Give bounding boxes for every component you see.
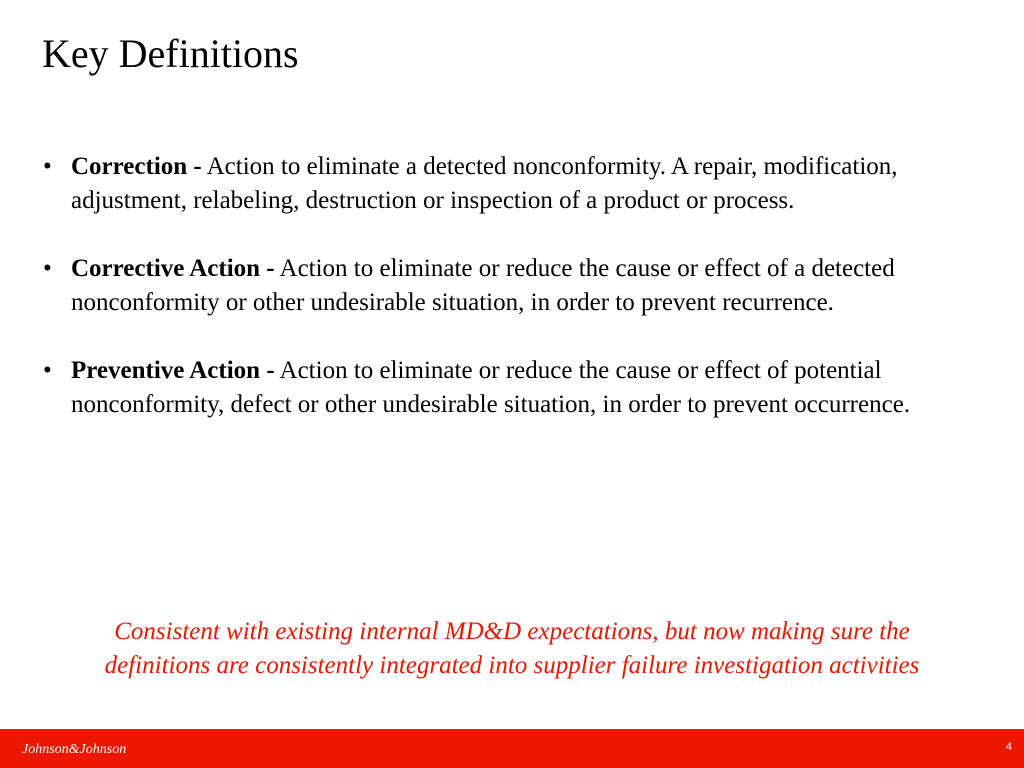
logo-wordmark: Johnson&Johnson [22, 742, 127, 757]
highlight-note: Consistent with existing internal MD&D expectations, but now making sure the definitions are consistently integrated into supplier failure investigation activities [104, 618, 920, 679]
definition-item-preventive-action [43, 354, 973, 422]
page-number: 4 [1005, 741, 1012, 753]
bullet-icon: • [43, 255, 52, 282]
bullet-icon: • [43, 153, 52, 180]
johnson-and-johnson-logo [22, 737, 132, 759]
definition-text: Action to eliminate or reduce the cause or effect of potential nonconformity, defect or other undesirable situation, in order to prevent occurrence. [71, 357, 911, 418]
definition-list [43, 150, 973, 456]
definition-text: Action to eliminate or reduce the cause or effect of a detected nonconformity or other undesirable situation, in order to prevent recurrence. [71, 255, 895, 316]
slide-title: Key Definitions [42, 31, 299, 76]
definition-term: Correction - [71, 153, 202, 180]
definition-item-corrective-action [43, 252, 973, 320]
definition-term: Preventive Action - [71, 357, 275, 384]
definition-item-correction [43, 150, 973, 218]
definition-term: Corrective Action - [71, 255, 275, 282]
bullet-icon: • [43, 357, 52, 384]
definition-text: Action to eliminate a detected nonconformity. A repair, modification, adjustment, relabeling, destruction or inspection of a product or process. [71, 153, 898, 214]
footer-bar [0, 729, 1024, 768]
